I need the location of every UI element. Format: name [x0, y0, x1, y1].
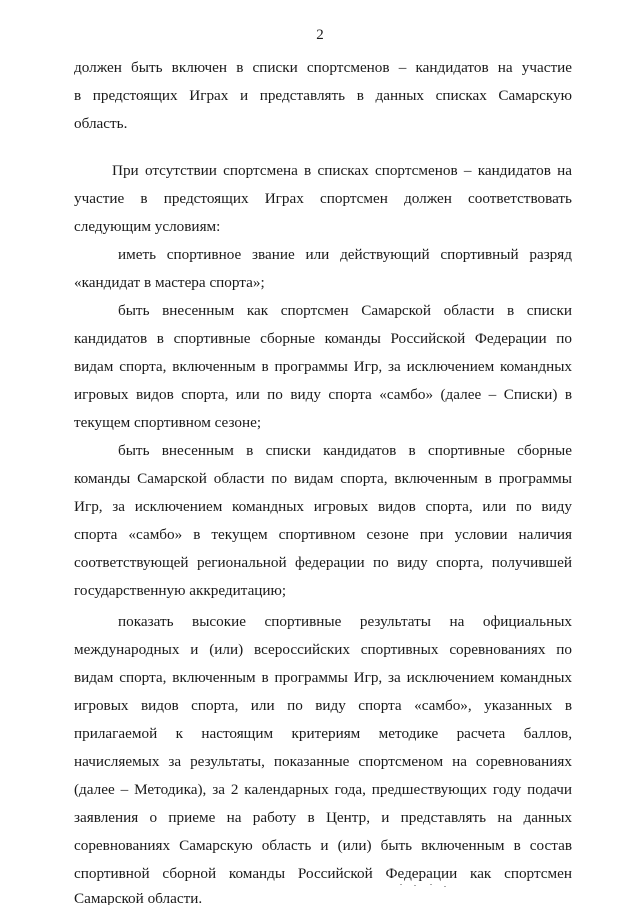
text-line: международных и (или) всероссийских спортивных соревнованиях по: [74, 641, 572, 658]
page-number: 2: [316, 27, 324, 43]
text-line: быть внесенным как спортсмен Самарской области в списки: [118, 302, 572, 319]
text-line: государственную аккредитацию;: [74, 582, 287, 599]
text-line: видам спорта, включенным в программы Игр, за исключением командных: [74, 358, 572, 375]
text-line: кандидатов в спортивные сборные команды Российской Федерации по: [74, 330, 572, 347]
text-line: игровых видов спорта, или по виду спорта «самбо» (далее – Списки) в: [74, 386, 572, 403]
text-line: Самарской области.: [74, 893, 203, 905]
text-line: (далее – Методика), за 2 календарных года, предшествующих году подачи: [74, 781, 572, 798]
scan-specks: [400, 884, 450, 888]
text-line: в предстоящих Играх и представлять в данных списках Самарскую: [74, 87, 572, 104]
text-line: команды Самарской области по видам спорта, включенным в программы: [74, 470, 572, 487]
text-line: участие в предстоящих Играх спортсмен должен соответствовать: [74, 190, 572, 207]
text-line: спортивной сборной команды Российской Федерации как спортсмен: [74, 865, 572, 882]
text-line: заявления о приеме на работу в Центр, и представлять на данных: [74, 809, 572, 826]
text-line: должен быть включен в списки спортсменов – кандидатов на участие: [74, 59, 572, 76]
text-line: быть внесенным в списки кандидатов в спортивные сборные: [118, 442, 572, 459]
text-line: спорта «самбо» в текущем спортивном сезоне при условии наличия: [74, 526, 572, 543]
text-line: соответствующей региональной федерации по виду спорта, получившей: [74, 554, 572, 571]
text-line: прилагаемой к настоящим критериям методике расчета баллов,: [74, 725, 572, 742]
text-line: При отсутствии спортсмена в списках спортсменов – кандидатов на: [112, 162, 572, 179]
text-line: видам спорта, включенным в программы Игр, за исключением командных: [74, 669, 572, 686]
text-line: иметь спортивное звание или действующий спортивный разряд: [118, 246, 572, 263]
text-line: соревнованиях Самарскую область и (или) быть включенным в состав: [74, 837, 572, 854]
text-line: Игр, за исключением командных игровых видов спорта, или по виду: [74, 498, 572, 515]
text-line: следующим условиям:: [74, 218, 221, 235]
text-line: «кандидат в мастера спорта»;: [74, 274, 265, 291]
text-line: начисляемых за результаты, показанные спортсменом на соревнованиях: [74, 753, 572, 770]
text-line: игровых видов спорта, или по виду спорта «самбо», указанных в: [74, 697, 572, 714]
text-line: текущем спортивном сезоне;: [74, 414, 262, 431]
text-line: показать высокие спортивные результаты на официальных: [118, 613, 572, 630]
text-line: область.: [74, 115, 128, 132]
